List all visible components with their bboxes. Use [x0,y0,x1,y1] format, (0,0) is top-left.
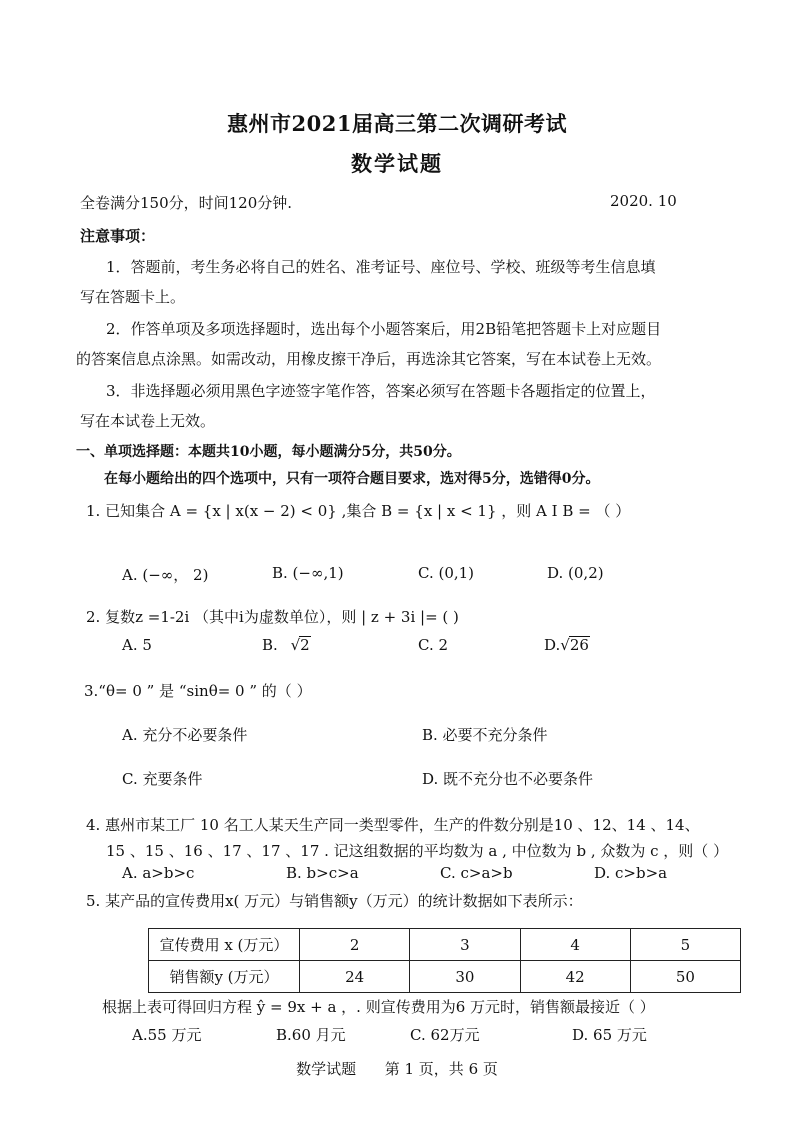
q2-option-b-radicand: 2 [300,636,310,654]
table-row [149,929,741,961]
table-cell: 42 [520,961,630,993]
sqrt-symbol: √ [290,636,301,654]
q1-option-a: A. (−∞， 2) [122,566,209,584]
q1-stem: 1. 已知集合 A = {x | x(x − 2) < 0} ,集合 B = {x | x < 1} ，则 A I B = （ ） [86,502,631,520]
notice-item-2-line2: 的答案信息点涂黑。如需改动，用橡皮擦干净后，再选涂其它答案，写在本试卷上无效。 [76,350,662,368]
exam-info: 全卷满分150分，时间120分钟. [80,194,293,212]
table-cell: 宣传费用 x (万元） [149,929,300,961]
table-cell: 3 [410,929,520,961]
q5-option-b: B.60 月元 [276,1026,346,1044]
notice-item-3-line1: 3．非选择题必须用黑色字迹签字笔作答，答案必须写在答题卡各题指定的位置上， [106,382,656,400]
q3-stem: 3.“θ= 0 ” 是 “sinθ= 0 ” 的（ ） [84,682,312,700]
q5-stem: 5. 某产品的宣传费用x( 万元）与销售额y（万元）的统计数据如下表所示： [86,892,583,910]
exam-date: 2020. 10 [610,192,677,210]
q5-question: 根据上表可得回归方程 ŷ = 9x + a ，. 则宣传费用为6 万元时，销售额最接近（ ） [102,998,655,1016]
table-cell: 销售额y (万元） [149,961,300,993]
notice-item-2-line1: 2．作答单项及多项选择题时，选出每个小题答案后，用2B铅笔把答题卡上对应题目 [106,320,662,338]
exam-subtitle: 数学试题 [351,151,443,176]
q3-option-b: B. 必要不充分条件 [422,726,548,744]
sqrt-symbol: √ [560,636,570,654]
table-cell: 50 [630,961,740,993]
q2-option-c: C. 2 [418,636,449,654]
notice-item-1-line1: 1．答题前，考生务必将自己的姓名、准考证号、座位号、学校、班级等考生信息填 [106,258,656,276]
table-cell: 4 [520,929,630,961]
q2-option-d-radicand: 26 [569,636,589,654]
q4-option-d: D. c>b>a [594,864,668,882]
q1-option-b: B. (−∞,1) [272,564,344,582]
q4-option-b: B. b>c>a [286,864,359,882]
q3-option-d: D. 既不充分也不必要条件 [422,770,594,788]
q1-option-c: C. (0,1) [418,564,475,582]
q2-option-d [544,636,590,654]
q3-option-c: C. 充要条件 [122,770,203,788]
q5-option-d: D. 65 万元 [572,1026,647,1044]
q2-option-a: A. 5 [122,636,152,654]
q2-option-d-label: D. [544,636,561,654]
table-cell: 2 [300,929,410,961]
notice-item-3-line2: 写在本试卷上无效。 [80,412,216,430]
section-heading: 一、单项选择题：本题共10小题，每小题满分5分，共50分。 [76,444,461,460]
q2-stem: 2. 复数z =1-2i （其中i为虚数单位），则 | z + 3i |= ( ) [86,608,459,626]
q3-option-a: A. 充分不必要条件 [122,726,248,744]
q4-option-a: A. a>b>c [122,864,195,882]
q5-option-c: C. 62万元 [410,1026,480,1044]
table-cell: 5 [630,929,740,961]
notice-heading: 注意事项： [80,227,156,245]
page-footer: 数学试题 第 1 页，共 6 页 [296,1060,498,1078]
q4-option-c: C. c>a>b [440,864,513,882]
notice-item-1-line2: 写在答题卡上。 [80,288,186,306]
q1-option-d: D. (0,2) [547,564,604,582]
table-cell: 30 [410,961,520,993]
section-instruction: 在每小题给出的四个选项中，只有一项符合题目要求，选对得5分，选错得0分。 [104,471,600,487]
q4-stem-line2: 15 、15 、16 、17 、17 、17 . 记这组数据的平均数为 a , 中位数为 b , 众数为 c ，则（ ） [106,842,729,860]
table-row [149,961,741,993]
q5-option-a: A.55 万元 [132,1026,202,1044]
q4-stem-line1: 4. 惠州市某工厂 10 名工人某天生产同一类型零件，生产的件数分别是10 、12、14 、14、 [86,816,700,834]
q2-option-b [262,636,311,654]
exam-title: 惠州市2021届高三第二次调研考试 [227,111,567,136]
q2-option-b-label: B. [262,636,278,654]
q5-data-table [148,928,741,993]
table-cell: 24 [300,961,410,993]
